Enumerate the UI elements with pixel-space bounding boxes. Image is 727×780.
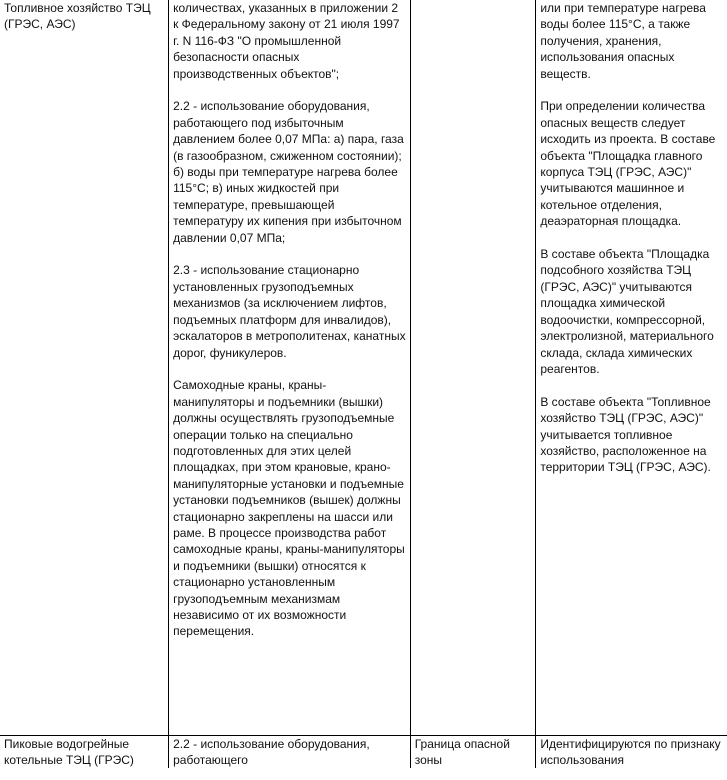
- paragraph: 2.2 - использование оборудования, работающего: [173, 736, 370, 767]
- paragraph: 2.2 - использование оборудования, работающего под избыточным давлением более 0,07 МПа: а) пара, газа (в газообразном, сжиженном состоянии); б) воды при температуре нагрева более 115°С; в) иных жидкостей при температуре, превышающей температуру их кипения при избыточном давлении 0,07 МПа;: [173, 99, 404, 245]
- object-name-cell: [0, 0, 169, 735]
- paragraph: или при температуре нагрева воды более 115°С, а также получения, хранения, использования опасных веществ.: [540, 1, 706, 81]
- criteria-cell: [169, 735, 411, 768]
- paragraph: Пиковые водогрейные котельные ТЭЦ (ГРЭС): [4, 736, 134, 767]
- paragraph: При определении количества опасных веществ следует исходить из проекта. В составе объекта "Площадка главного корпуса ТЭЦ (ГРЭС, АЭС)" учитываются машинное и котельное отделения, деаэраторная площадка.: [540, 99, 716, 229]
- notes-cell: [536, 0, 727, 735]
- paragraph: Самоходные краны, краны-манипуляторы и подъемники (вышки) должны осуществлять грузоподъемные операции только на специально подготовленных для этих целей площадках, при этом крановые, крано-манипуляторные установки и подъемные установки подъемников (вышек) должны стационарно закреплены на шасси или раме. В процессе производства работ самоходные краны, краны-манипуляторы и подъемники (вышки) относятся к стационарно установленным грузоподъемным механизмам независимо от их возможности перемещения.: [173, 378, 405, 639]
- paragraph: Идентифицируются по признаку использования: [540, 736, 721, 767]
- paragraph: В составе объекта "Площадка подсобного хозяйства ТЭЦ (ГРЭС, АЭС)" учитываются площадка химической водоочистки, компрессорной, электролизной, материального склада, склада химических реагентов.: [540, 247, 714, 376]
- paragraph: Граница опасной зоны: [414, 736, 510, 767]
- notes-cell: [536, 735, 727, 768]
- table-row: [0, 735, 727, 768]
- boundary-cell: [410, 0, 536, 735]
- paragraph: количествах, указанных в приложении 2 к Федеральному закону от 21 июля 1997 г. N 116-ФЗ "О промышленной безопасности опасных производственных объектов";: [173, 1, 400, 81]
- paragraph: В составе объекта "Топливное хозяйство ТЭЦ (ГРЭС, АЭС)" учитывается топливное хозяйство, расположенное на территории ТЭЦ (ГРЭС, АЭС).: [540, 394, 711, 475]
- paragraph: Топливное хозяйство ТЭЦ (ГРЭС, АЭС): [4, 1, 151, 32]
- criteria-cell: [169, 0, 411, 735]
- object-name-cell: [0, 735, 169, 768]
- paragraph: 2.3 - использование стационарно установленных грузоподъемных механизмов (за исключением лифтов, подъемных платформ для инвалидов), эскалаторов в метрополитенах, канатных дорог, фуникулеров.: [173, 263, 406, 360]
- boundary-cell: [410, 735, 536, 768]
